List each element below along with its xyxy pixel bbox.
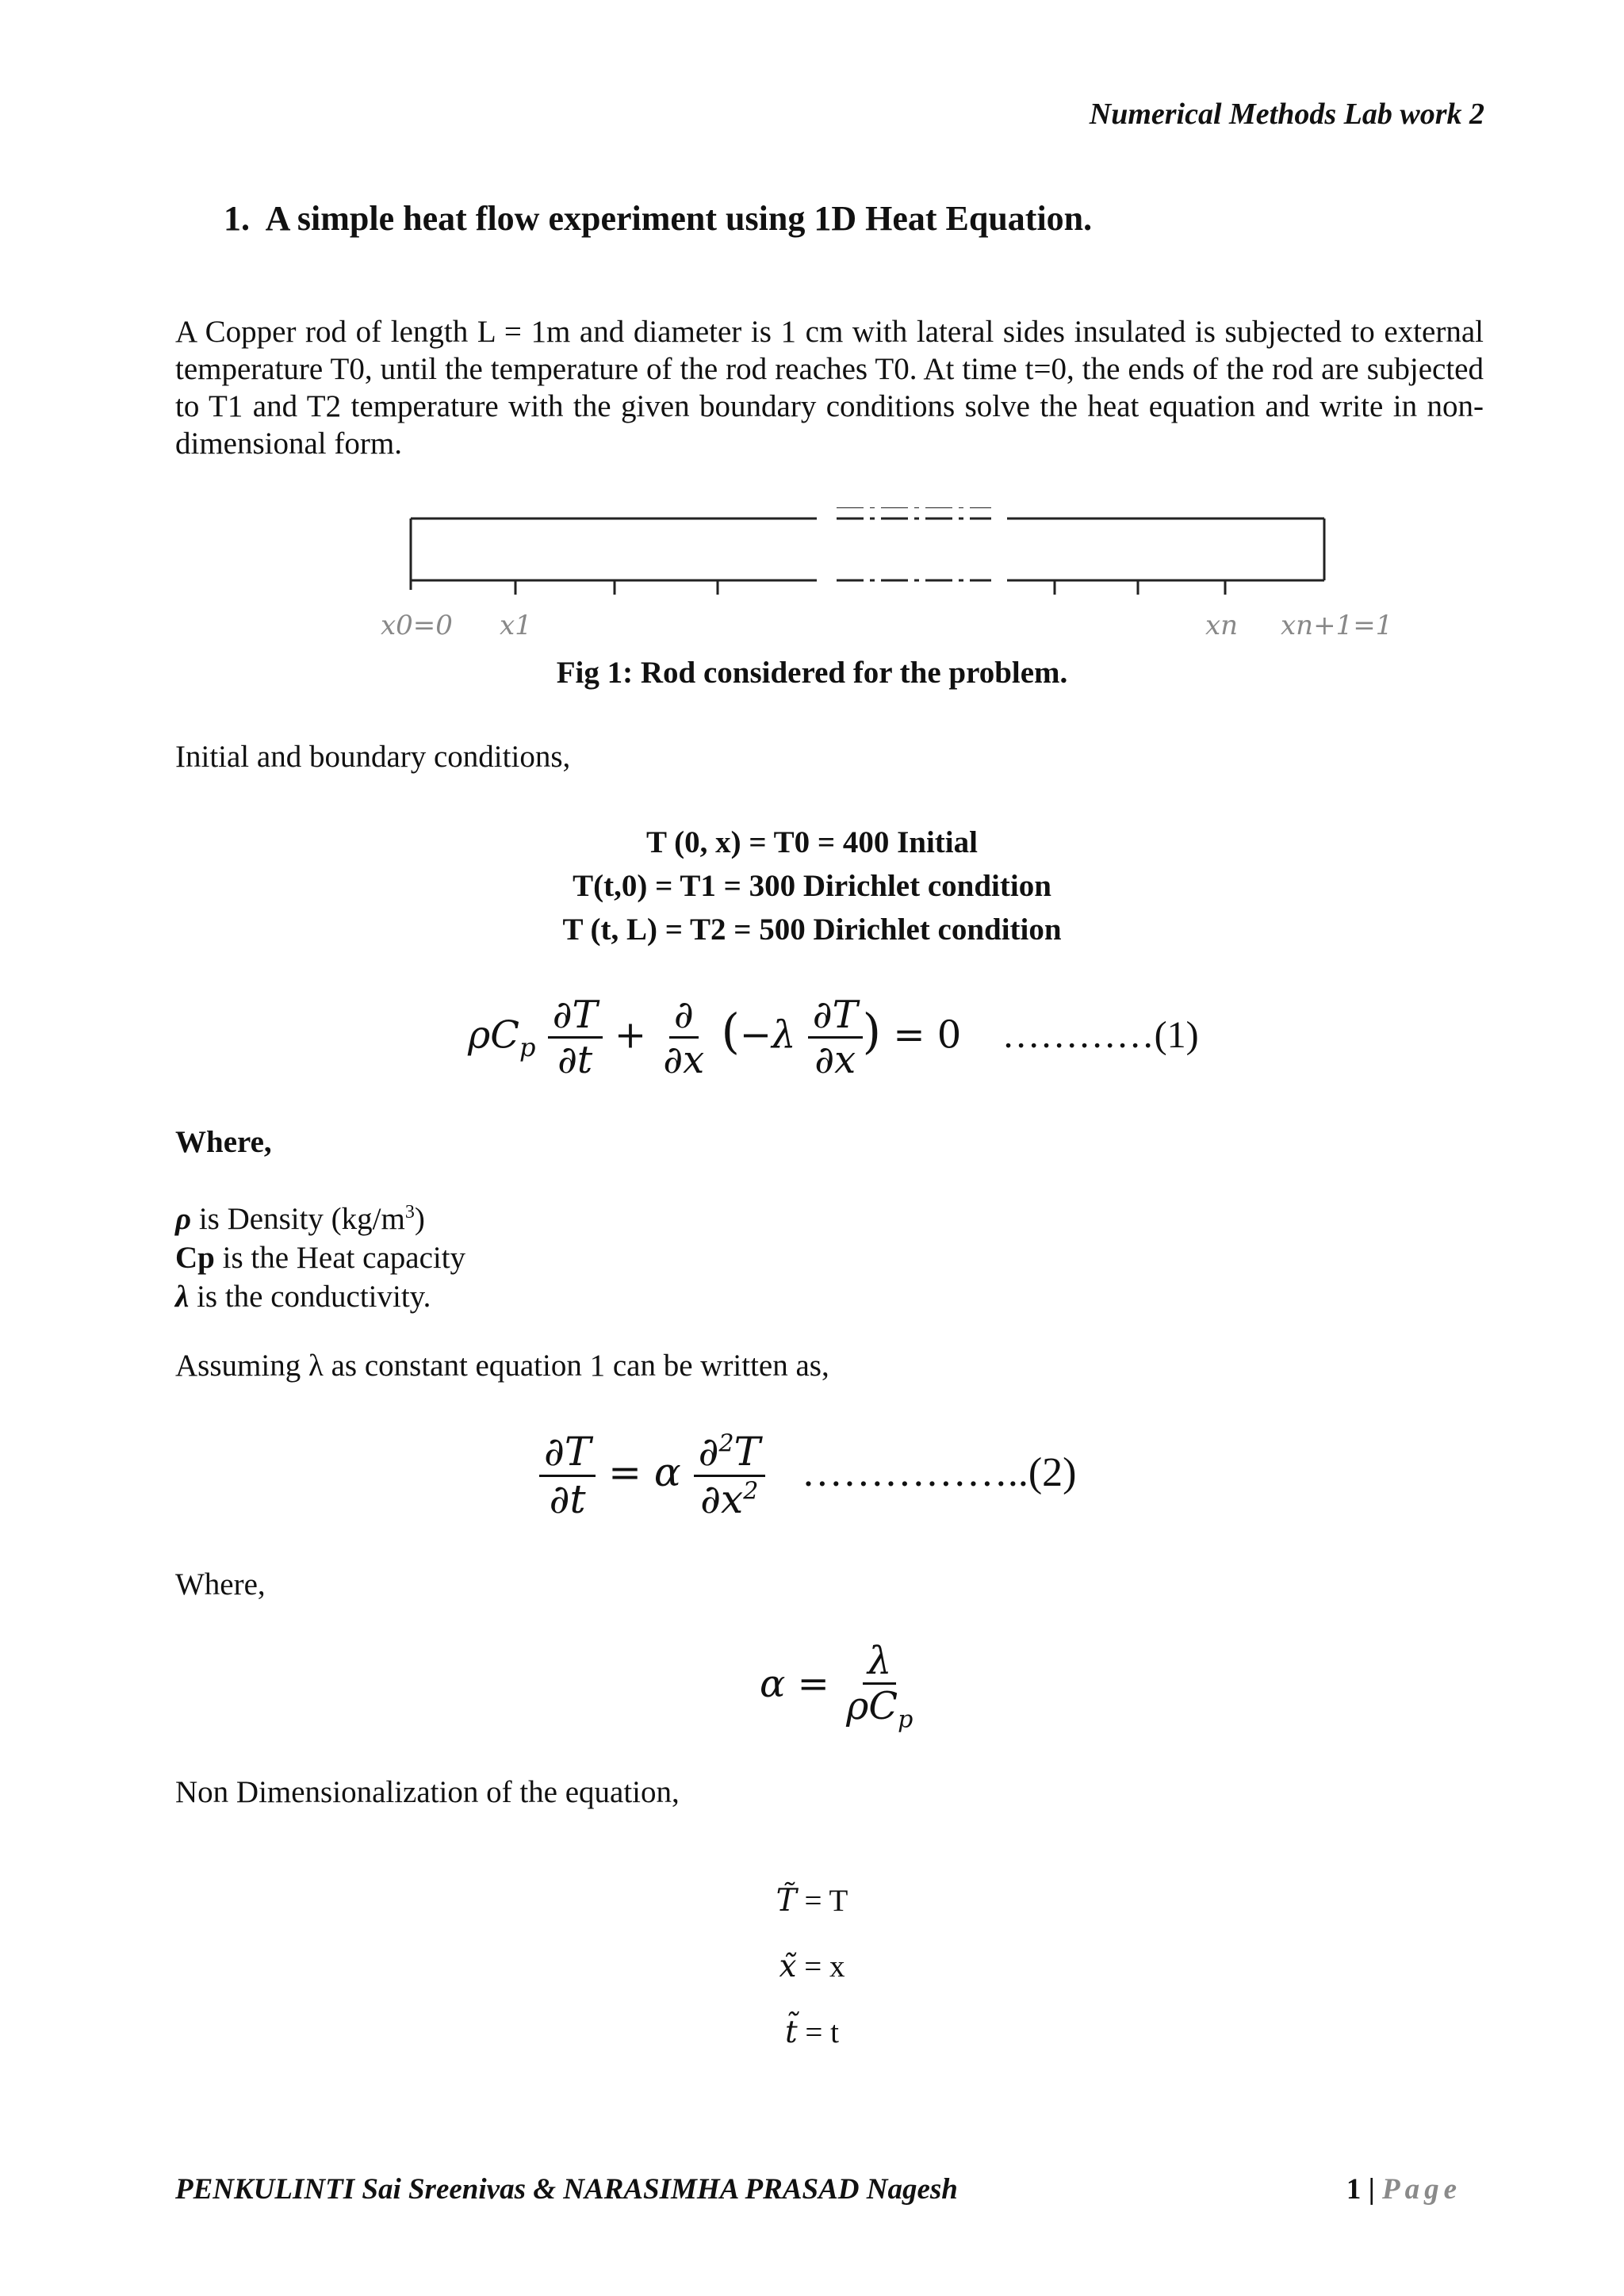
label-xn1: xn+1=1 — [1281, 610, 1393, 641]
rod-break-dashes — [837, 507, 991, 580]
rod-body — [411, 519, 1324, 595]
boundary-condition-right: T (t, L) = T2 = 500 Dirichlet condition — [562, 913, 1062, 947]
symbol-definitions — [175, 1193, 465, 1316]
footer-page: 1 | Page — [1346, 2173, 1461, 2206]
alpha-definition: α = $\frac{\lambda}{\rho C_p}$ — [760, 1639, 914, 1734]
initial-condition: T (0, x) = T0 = 400 Initial — [646, 825, 978, 859]
label-x1: x1 — [500, 610, 532, 641]
section-heading: A simple heat flow experiment using 1D Heat Equation. — [265, 199, 1093, 238]
where-heading: Where, — [175, 1125, 272, 1159]
equation-2: $\frac{\partial T}{\partial t}$ = α $\frac{\partial^2T}{\partial x^2}$ ……………..(2) — [539, 1431, 1076, 1520]
equation-1: $\rho C_p$ $\frac{\partial T}{\partial t}$ + $\frac{\partial}{\partial x}$ (−λ $\frac{\partial T}{\partial x}$ ) = 0 …………(1) — [468, 993, 1199, 1083]
nondim-position: x̃ = x — [779, 1949, 845, 1984]
label-xn: xn — [1205, 610, 1239, 641]
footer-authors: PENKULINTI Sai Sreenivas & NARASIMHA PRASAD Nagesh — [175, 2173, 958, 2206]
section-number: 1. — [224, 199, 250, 238]
figure-caption: Fig 1: Rod considered for the problem. — [556, 656, 1068, 690]
page-number: 1 — [1346, 2173, 1362, 2206]
conditions-intro: Initial and boundary conditions, — [175, 740, 571, 774]
where-plain: Where, — [175, 1567, 266, 1601]
assumption-text: Assuming λ as constant equation 1 can be written as, — [175, 1349, 829, 1383]
label-x0: x0=0 — [381, 610, 453, 641]
running-head: Numerical Methods Lab work 2 — [1089, 98, 1484, 131]
definition-conductivity: λ is the conductivity. — [175, 1280, 431, 1314]
nondim-intro: Non Dimensionalization of the equation, — [175, 1775, 680, 1809]
equation-2-number: ……………..(2) — [801, 1450, 1077, 1495]
nondim-temperature: T̃ = T — [776, 1883, 848, 1919]
section-title — [224, 198, 1092, 239]
page-label: Page — [1381, 2173, 1461, 2206]
intro-paragraph: A Copper rod of length L = 1m and diameter is 1 cm with lateral sides insulated is subjected to external temperature T0, until the temperature of the rod reaches T0. At time t=0, the ends of the rod are subjected to T1 and T2 temperature with the given boundary conditions solve the heat equation and write in non-dimensional form. — [175, 315, 1484, 461]
equation-1-number: …………(1) — [1002, 1014, 1199, 1057]
rod-figure — [373, 507, 1419, 646]
nondim-time: t̃ = t — [784, 2015, 840, 2050]
boundary-condition-left: T(t,0) = T1 = 300 Dirichlet condition — [573, 869, 1051, 903]
definition-heat-capacity: Cp is the Heat capacity — [175, 1241, 466, 1275]
definition-density: ρ is Density $(kg/m^3)$ — [175, 1202, 425, 1236]
